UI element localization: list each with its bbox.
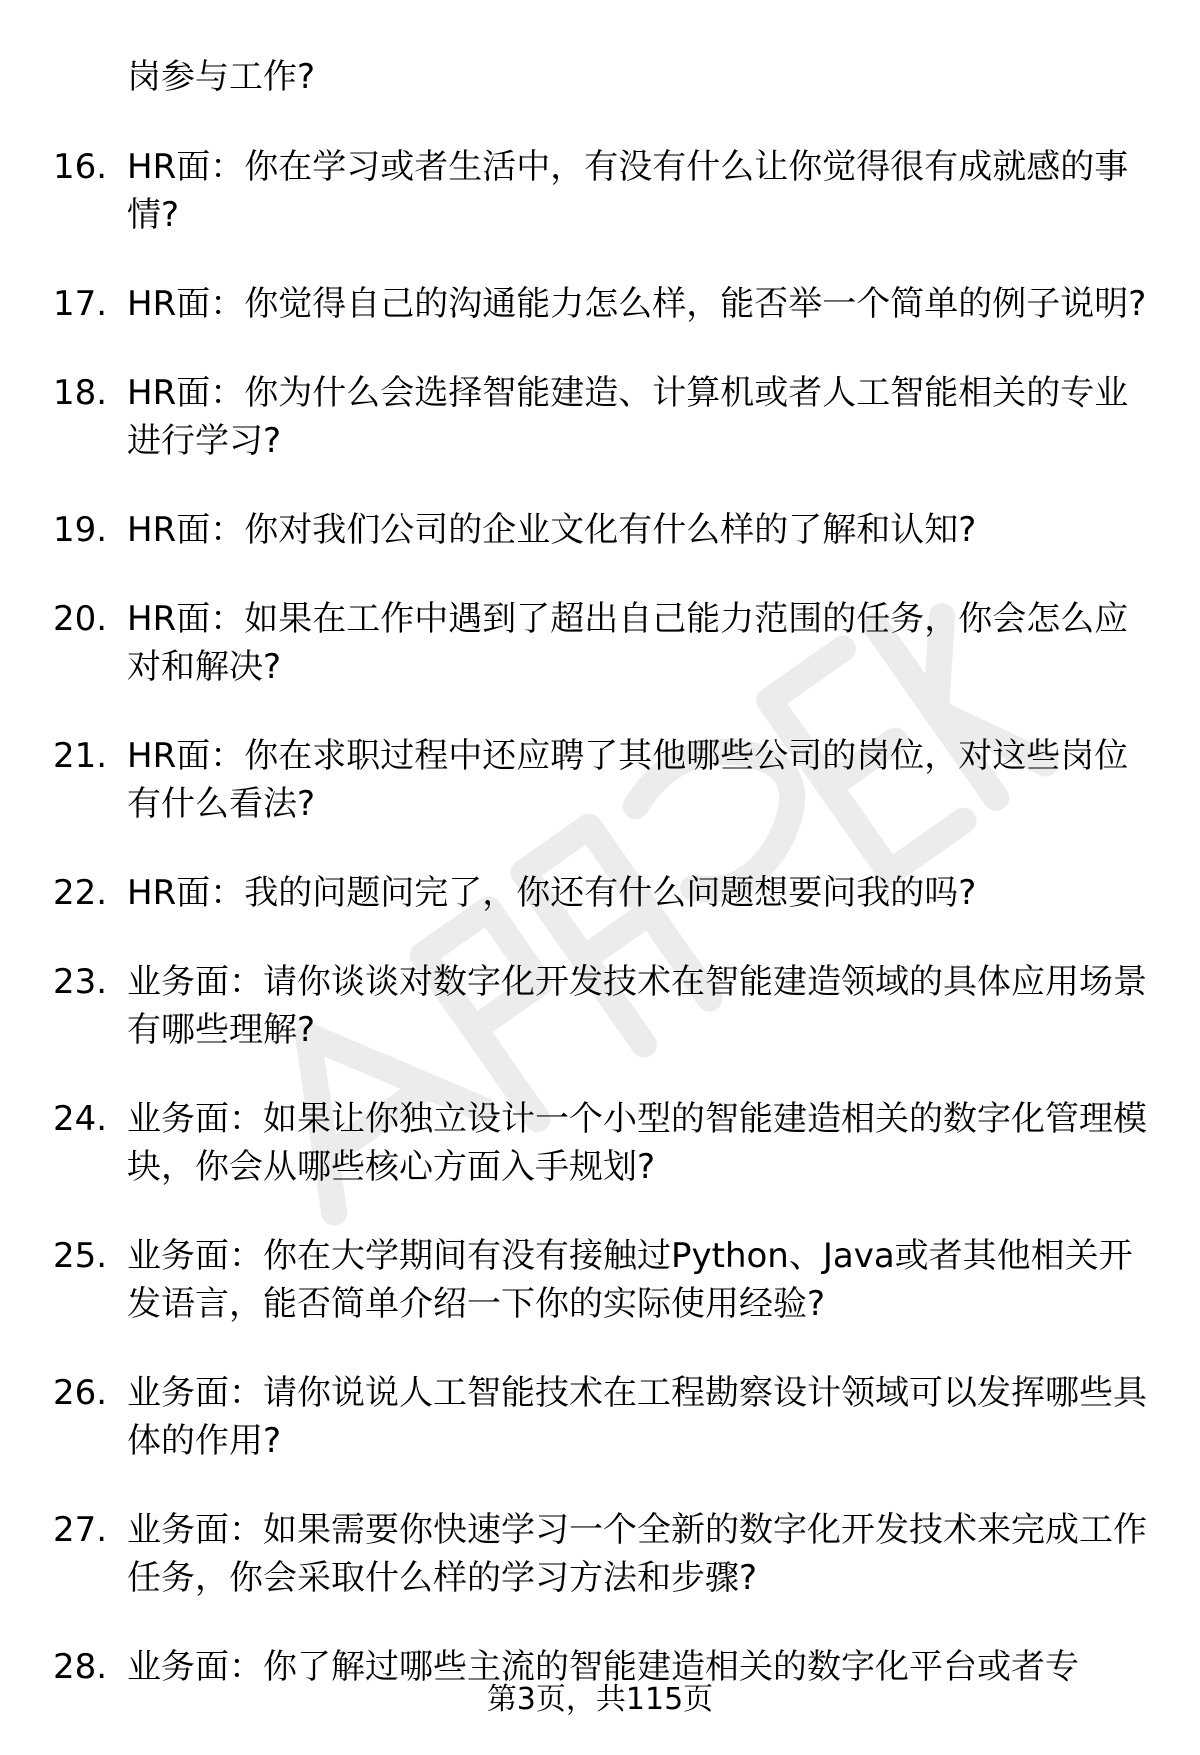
question-text: HR面：你觉得自己的沟通能力怎么样，能否举一个简单的例子说明? xyxy=(127,284,1147,324)
question-number: 23. xyxy=(53,962,108,1002)
question-item xyxy=(0,869,1200,917)
question-text: 业务面：如果需要你快速学习一个全新的数字化开发技术来完成工作任务，你会采取什么样的学习方法和步骤? xyxy=(127,1510,1147,1598)
question-item xyxy=(0,506,1200,554)
question-item xyxy=(0,1506,1200,1602)
question-list xyxy=(0,143,1200,1691)
question-item xyxy=(0,958,1200,1054)
question-item xyxy=(0,143,1200,239)
question-number: 17. xyxy=(53,284,108,324)
question-number: 22. xyxy=(53,873,108,913)
question-item xyxy=(0,280,1200,328)
question-item xyxy=(0,1369,1200,1465)
question-text: HR面：你在求职过程中还应聘了其他哪些公司的岗位，对这些岗位有什么看法? xyxy=(127,736,1129,824)
question-text: 业务面：你在大学期间有没有接触过Python、Java或者其他相关开发语言，能否简单介绍一下你的实际使用经验? xyxy=(127,1236,1133,1324)
question-text: HR面：你为什么会选择智能建造、计算机或者人工智能相关的专业进行学习? xyxy=(127,373,1129,461)
page-content xyxy=(0,54,1200,1732)
question-text: 业务面：如果让你独立设计一个小型的智能建造相关的数字化管理模块，你会从哪些核心方面入手规划? xyxy=(127,1099,1147,1187)
question-text: HR面：你对我们公司的企业文化有什么样的了解和认知? xyxy=(127,510,977,550)
question-text: HR面：我的问题问完了，你还有什么问题想要问我的吗? xyxy=(127,873,977,913)
question-text: 业务面：你了解过哪些主流的智能建造相关的数字化平台或者专 xyxy=(127,1647,1079,1687)
question-item xyxy=(0,369,1200,465)
question-number: 27. xyxy=(53,1510,108,1550)
continued-question-text: 岗参与工作? xyxy=(127,57,316,97)
question-number: 26. xyxy=(53,1373,108,1413)
question-number: 19. xyxy=(53,510,108,550)
question-item xyxy=(0,1232,1200,1328)
question-number: 20. xyxy=(53,599,108,639)
question-number: 28. xyxy=(53,1647,108,1687)
question-text: HR面：你在学习或者生活中，有没有什么让你觉得很有成就感的事情? xyxy=(127,147,1129,235)
question-number: 25. xyxy=(53,1236,108,1276)
question-number: 24. xyxy=(53,1099,108,1139)
question-number: 21. xyxy=(53,736,108,776)
page-footer: 第3页，共115页 xyxy=(486,1682,714,1717)
question-text: HR面：如果在工作中遇到了超出自己能力范围的任务，你会怎么应对和解决? xyxy=(127,599,1129,687)
question-item xyxy=(0,1095,1200,1191)
question-number: 18. xyxy=(53,373,108,413)
question-text: 业务面：请你谈谈对数字化开发技术在智能建造领域的具体应用场景有哪些理解? xyxy=(127,962,1147,1050)
question-number: 16. xyxy=(53,147,108,187)
question-item xyxy=(0,595,1200,691)
question-text: 业务面：请你说说人工智能技术在工程勘察设计领域可以发挥哪些具体的作用? xyxy=(127,1373,1147,1461)
question-item xyxy=(0,732,1200,828)
